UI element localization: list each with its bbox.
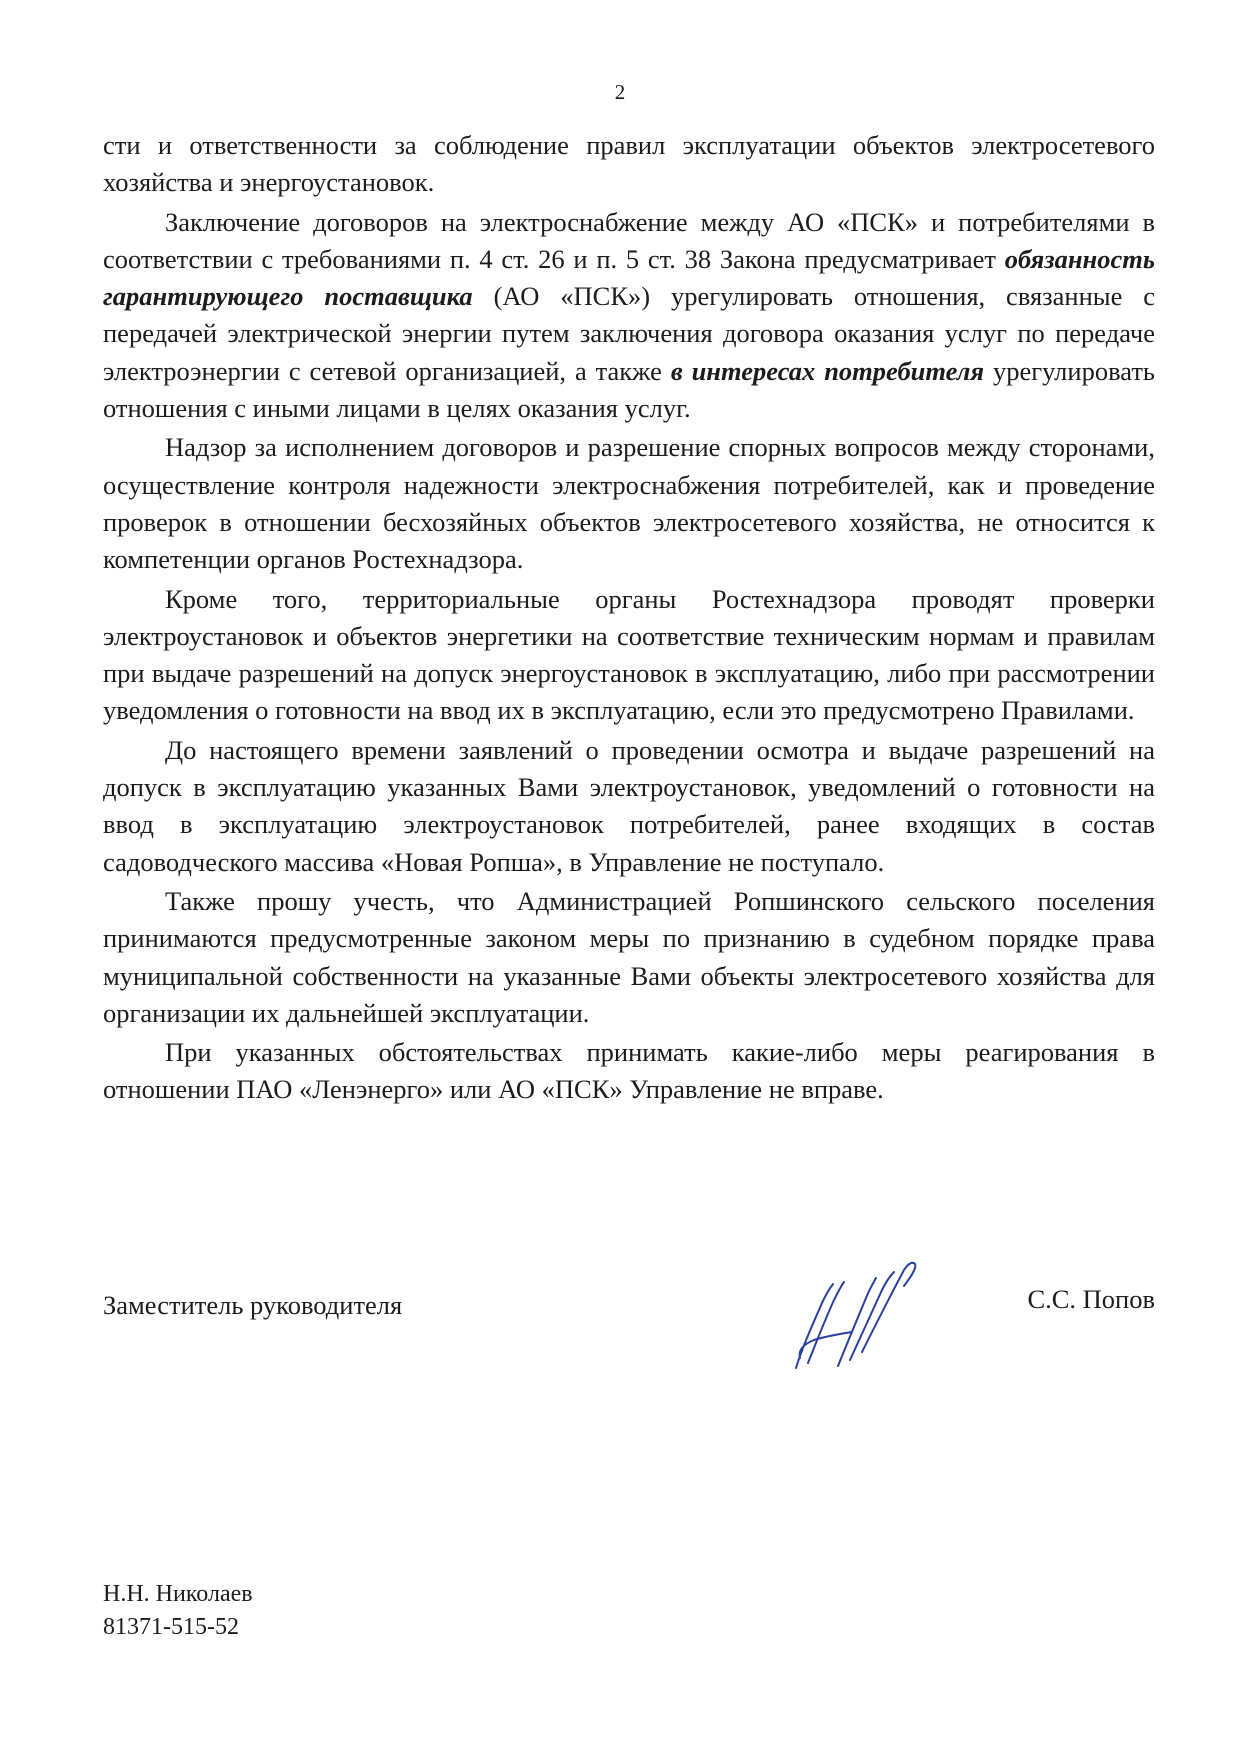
paragraph-text: Также прошу учесть, что Администрацией Ропшинского сельского поселения принимаются предусмотренные законом меры по признанию в судебном порядке права муниципальной собственности на указанные Вами объекты электросетевого хозяйства для организации их дальнейшей эксплуатации. [103, 885, 1155, 1028]
signature-block [103, 1284, 1155, 1370]
emphasized-text: обязанность гарантирующего поставщика [103, 243, 1155, 312]
paragraph [103, 127, 1155, 202]
paragraph [103, 429, 1155, 578]
paragraph-text: Заключение договоров на электроснабжение между АО «ПСК» и потребителями в соответствии с требованиями п. 4 ст. 26 и п. 5 ст. 38 Закона предусматривает [103, 206, 1155, 274]
signatory-position: Заместитель руководителя [103, 1290, 403, 1320]
paragraph [103, 883, 1155, 1032]
paragraph [103, 204, 1155, 428]
paragraph-text: сти и ответственности за соблюдение правил эксплуатации объектов электросетевого хозяйства и энергоустановок. [103, 130, 1155, 198]
emphasized-text: в интересах потребителя [670, 355, 985, 386]
paragraph-text: (АО «ПСК») урегулировать отношения, связанные с передачей электрической энергии путем заключения договора оказания услуг по передаче электроэнергии с сетевой организацией, а также [103, 281, 1155, 386]
paragraph-text: Кроме того, территориальные органы Ростехнадзора проводят проверки электроустановок и объектов энергетики на соответствие техническим нормам и правилам при выдаче разрешений на допуск энергоустановок в эксплуатацию, либо при рассмотрении уведомления о готовности на ввод их в эксплуатацию, если это предусмотрено Правилами. [103, 583, 1155, 726]
letter-body [103, 127, 1155, 1111]
executor-name: Н.Н. Николаев [103, 1581, 253, 1607]
handwritten-signature [778, 1248, 928, 1378]
page-number: 2 [614, 80, 626, 104]
executor-info [103, 1578, 253, 1644]
paragraph-text: До настоящего времени заявлений о проведении осмотра и выдаче разрешений на допуск в эксплуатацию указанных Вами электроустановок, уведомлений о готовности на ввод в эксплуатацию электроустановок потребителей, ранее входящих в состав садоводческого массива «Новая Ропша», в Управление не поступало. [103, 734, 1155, 877]
paragraph-text: Надзор за исполнением договоров и разрешение спорных вопросов между сторонами, осуществление контроля надежности электроснабжения потребителей, как и проведение проверок в отношении бесхозяйных объектов электросетевого хозяйства, не относится к компетенции органов Ростехнадзора. [103, 432, 1155, 575]
executor-phone: 81371-515-52 [103, 1614, 239, 1640]
paragraph-text: При указанных обстоятельствах принимать какие-либо меры реагирования в отношении ПАО «Ленэнерго» или АО «ПСК» Управление не вправе. [103, 1037, 1155, 1105]
paragraph [103, 1034, 1155, 1109]
paragraph [103, 732, 1155, 881]
paragraph-text: урегулировать отношения с иными лицами в целях оказания услуг. [103, 355, 1155, 424]
paragraph [103, 581, 1155, 730]
signatory-name: С.С. Попов [1027, 1284, 1155, 1314]
